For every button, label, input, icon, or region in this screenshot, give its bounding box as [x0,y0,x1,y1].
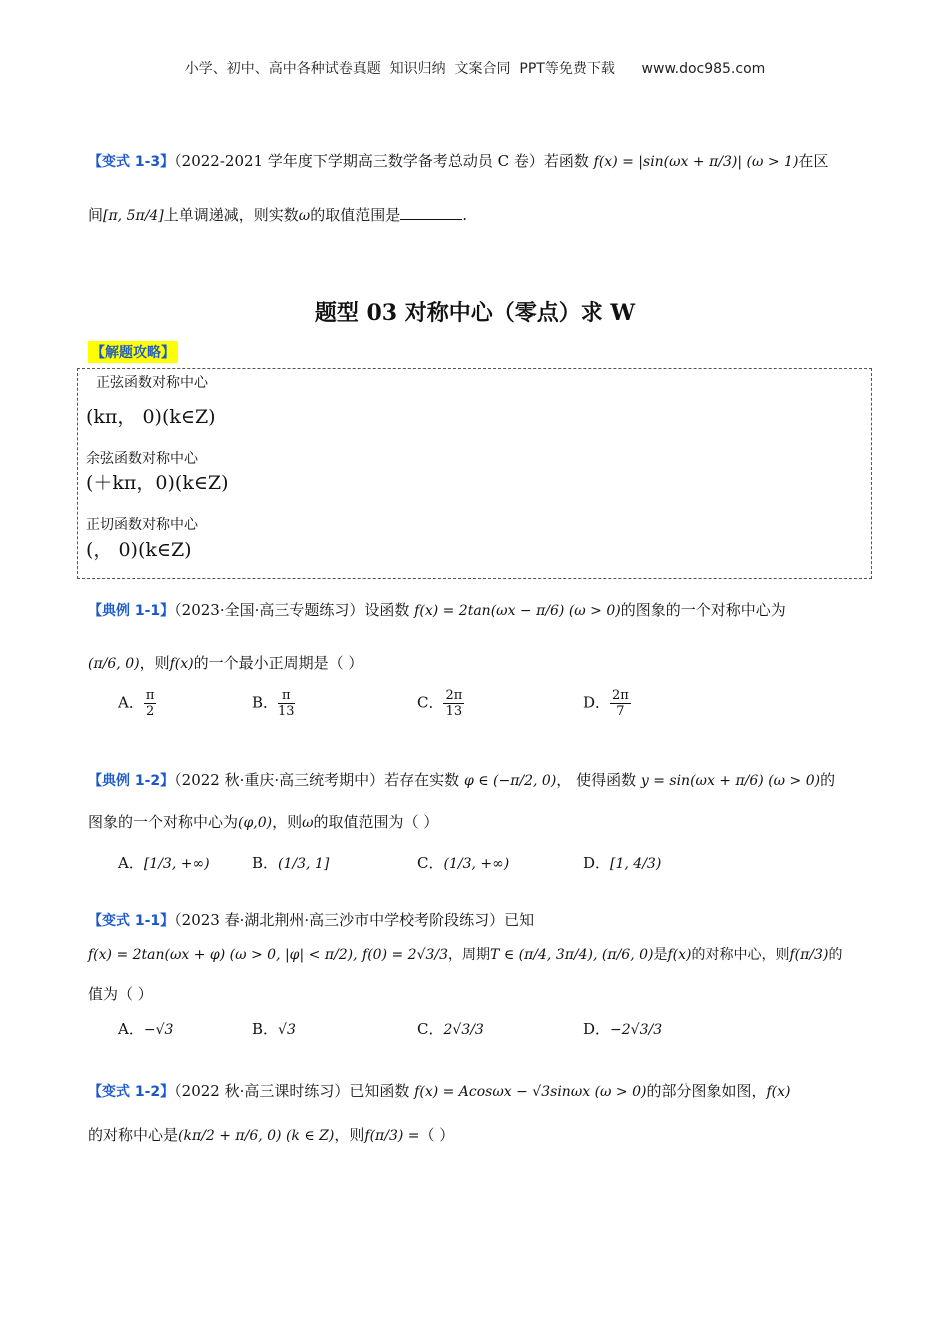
question-b12-line2 [88,1124,454,1145]
denominator: 7 [616,704,625,719]
fx-symbol: f(x) [766,1084,791,1100]
function-expression: f(x) = 2tan(ωx + φ) (ω > 0, |φ| < π/2), f(0) = 2√3/3 [88,947,449,963]
section-title: 题型 03 对称中心（零点）求 W [314,300,636,326]
cosine-center-label: 余弦函数对称中心 [86,451,198,467]
fraction [443,688,464,719]
question-tag: 【典例 1-1】 [88,603,175,619]
question-source: （2022 秋·重庆·高三统考期中）若存在实数 [174,771,460,789]
option-b[interactable] [252,688,295,719]
sine-center-label: 正弦函数对称中心 [96,375,208,391]
question-b13-line1 [88,150,828,171]
option-value: 2√3/3 [443,1022,484,1038]
option-a[interactable] [118,1018,173,1039]
question-text: ，则 [139,654,170,672]
question-text: 的对称中心是 [88,1126,179,1144]
option-label: D． [583,1020,611,1038]
question-text: 图象的一个对称中心为 [88,813,239,831]
option-c[interactable] [417,852,509,873]
option-a[interactable] [118,688,156,719]
fx-symbol: f(x) [169,656,194,672]
function-expression: f(x) = 2tan(ωx − π/6) (ω > 0) [414,603,621,619]
option-b[interactable] [252,852,329,873]
option-label: A． [118,854,144,872]
option-c[interactable] [417,1018,484,1039]
question-tag: 【变式 1-1】 [88,913,175,929]
numerator: π [145,688,155,703]
tangent-center-label: 正切函数对称中心 [86,517,198,533]
question-source: （2022 秋·高三课时练习）已知函数 [174,1082,410,1100]
denominator: 13 [445,704,463,719]
question-text: 的对称中心，则 [691,947,790,963]
question-text: 的 [828,947,843,963]
question-text: （ ） [419,1126,455,1144]
question-source: （2023·全国·高三专题练习）设函数 [174,601,410,619]
cosine-center-expression: (＋kπ，0)(k∈Z) [86,472,229,494]
question-d12-line2 [88,811,438,832]
question-tag: 【变式 1-3】 [88,154,175,170]
center-expression: (kπ/2 + π/6, 0) (k ∈ Z) [178,1128,335,1144]
answer-blank [400,205,462,220]
question-b11-line3: 值为（ ） [88,985,153,1003]
numerator: π [278,688,295,704]
question-b13-line2 [88,204,467,225]
option-value: (1/3, 1] [278,856,330,872]
question-b12-line1 [88,1080,791,1101]
question-d12-line1 [88,769,835,790]
option-label: B． [252,693,279,712]
numerator: 2π [612,688,629,703]
function-expression: f(x) = |sin(ωx + π/3)| (ω > 1) [593,154,799,170]
question-text: ，周期 [448,947,491,963]
question-text: 间 [88,206,104,224]
option-value: −2√3/3 [610,1022,663,1038]
option-label: C． [417,693,444,712]
f-value: f(π/3) = [364,1128,420,1144]
option-c[interactable] [417,688,464,719]
question-tag: 【变式 1-2】 [88,1084,175,1100]
question-d11-line2 [88,652,363,673]
option-label: D． [583,693,611,712]
option-label: B． [252,1020,279,1038]
option-label: A． [118,1020,144,1038]
option-value: [1, 4/3) [610,856,662,872]
header-website: www.doc985.com [641,61,766,77]
fx-symbol: f(x) [667,947,692,963]
question-text: 的 [820,771,836,789]
header-left-text: 小学、初中、高中各种试卷真题 知识归纳 文案合同 PPT等免费下载 [184,61,615,77]
question-text: 是 [653,947,668,963]
question-text: 的部分图象如图， [646,1082,767,1100]
center-point: (π/6, 0) [88,656,140,672]
f-value: f(π/3) [789,947,829,963]
option-label: B． [252,854,279,872]
option-value: −√3 [143,1022,174,1038]
question-text: ， 使得函数 [556,771,637,789]
denominator: 2 [145,704,155,719]
period-mark: . [462,206,468,224]
question-text: 的图象的一个对称中心为 [620,601,786,619]
question-text: 上单调递减，则实数 [163,206,299,224]
tangent-center-expression: (， 0)(k∈Z) [86,539,192,561]
fraction [278,688,295,719]
question-source: （2023 春·湖北荆州·高三沙市中学校考阶段练习）已知 [174,911,535,929]
option-label: D． [583,854,611,872]
function-expression: f(x) = Acosωx − √3sinωx (ω > 0) [414,1084,647,1100]
option-value: (1/3, +∞) [443,856,510,872]
option-d[interactable] [583,688,631,719]
option-b[interactable] [252,1018,296,1039]
question-b11-line2 [88,944,842,964]
fraction [144,688,157,719]
option-d[interactable] [583,852,661,873]
numerator: 2π [445,688,463,703]
question-tag: 【典例 1-2】 [88,773,175,789]
option-value: [1/3, +∞) [143,856,210,872]
option-label: C． [417,854,444,872]
question-text: 的取值范围为（ ） [313,813,439,831]
fraction [610,688,631,719]
question-text: 的一个最小正周期是（ ） [193,654,364,672]
period-range: T ∈ (π/4, 3π/4), (π/6, 0) [490,947,654,963]
question-text: ，则 [334,1126,365,1144]
phi-range: φ ∈ (−π/2, 0) [463,773,557,789]
question-source: （2022-2021 学年度下学期高三数学备考总动员 C 卷）若函数 [174,152,589,170]
question-text: ，则 [272,813,303,831]
omega-symbol: ω [298,208,311,224]
option-d[interactable] [583,1018,662,1039]
question-d11-line1 [88,599,786,620]
page-header [0,58,950,78]
strategy-label: 【解题攻略】 [88,341,178,363]
question-b11-line1 [88,909,534,930]
option-label: C． [417,1020,444,1038]
denominator: 13 [278,704,295,719]
function-expression: y = sin(ωx + π/6) (ω > 0) [640,773,821,789]
sine-center-expression: (kπ， 0)(k∈Z) [86,406,216,428]
question-text: 的取值范围是 [310,206,401,224]
question-text: 在区 [798,152,829,170]
omega-symbol: ω [302,815,314,831]
center-point: (φ,0) [238,815,273,831]
option-label: A． [118,693,144,712]
interval-expression: [π, 5π/4] [103,208,164,224]
option-value: √3 [278,1022,296,1038]
option-a[interactable] [118,852,210,873]
